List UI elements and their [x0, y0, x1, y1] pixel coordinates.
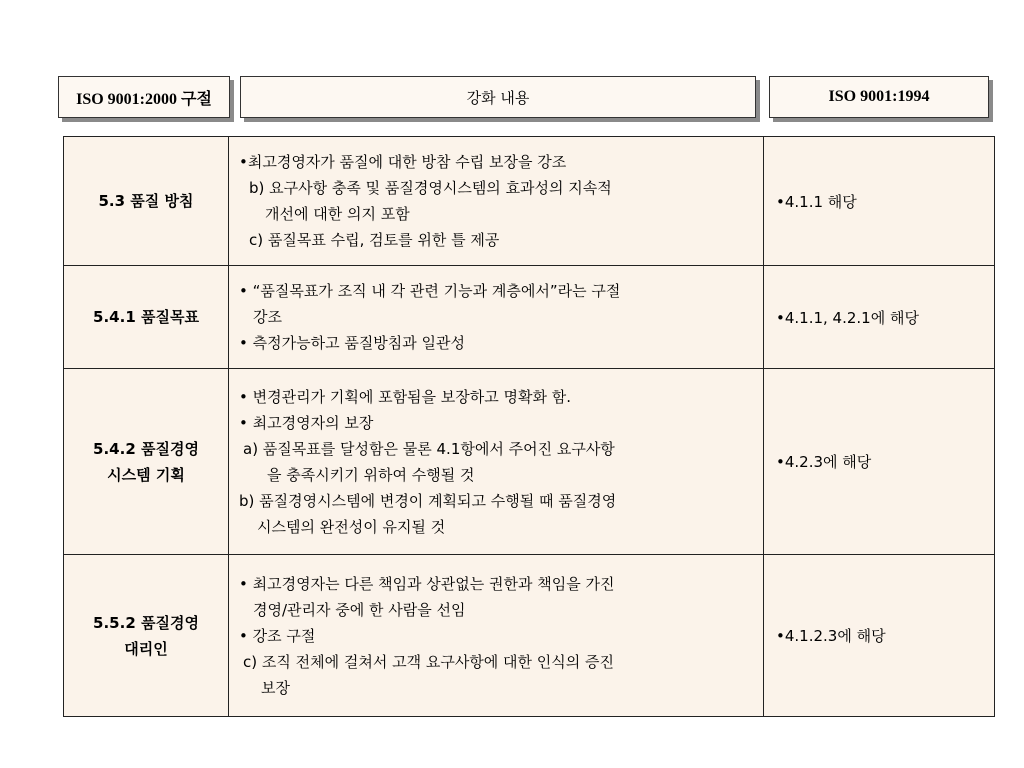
- content-line: •최고경영자가 품질에 대한 방참 수립 보장을 강조: [239, 153, 567, 171]
- section-label: 5.3 품질 방침: [98, 192, 194, 210]
- table-row: [64, 266, 995, 369]
- content-line: 시스템의 완전성이 유지될 것: [257, 517, 446, 536]
- content-line: c) 조직 전체에 걸쳐서 고객 요구사항에 대한 인식의 증진: [243, 652, 615, 671]
- table-row: [64, 137, 995, 266]
- content-line: • 측정가능하고 품질방침과 일관성: [239, 334, 466, 352]
- content-cell: [229, 137, 764, 266]
- content-line: c) 품질목표 수립, 검토를 위한 틀 제공: [249, 231, 500, 249]
- content-line: • 변경관리가 기획에 포함됨을 보장하고 명확화 함.: [239, 387, 572, 406]
- content-line: • “품질목표가 조직 내 각 관련 기능과 계층에서”라는 구절: [239, 282, 621, 300]
- section-label: 5.4.2 품질경영: [93, 439, 199, 458]
- section-label: 시스템 기획: [107, 465, 185, 484]
- content-line: • 강조 구절: [239, 626, 316, 645]
- content-line: 강조: [253, 308, 282, 326]
- comparison-table: [63, 136, 995, 717]
- content-line: b) 요구사항 충족 및 품질경영시스템의 효과성의 지속적: [249, 179, 612, 197]
- reference-cell: [764, 555, 995, 717]
- reference-label: •4.1.1 해당: [776, 192, 857, 211]
- header-iso1994: ISO 9001:1994: [769, 76, 989, 118]
- table-row: [64, 555, 995, 717]
- content-line: 개선에 대한 의지 포함: [265, 205, 410, 223]
- content-cell: [229, 369, 764, 555]
- content-line: b) 품질경영시스템에 변경이 계획되고 수행될 때 품질경영: [239, 491, 617, 510]
- section-label: 대리인: [124, 639, 168, 658]
- content-line: 을 충족시키기 위하여 수행될 것: [267, 465, 475, 484]
- header-iso2000-clause: ISO 9001:2000 구절: [58, 76, 230, 118]
- header-enhancement: 강화 내용: [240, 76, 756, 118]
- section-label: 5.4.1 품질목표: [93, 308, 199, 326]
- content-line: • 최고경영자는 다른 책임과 상관없는 권한과 책임을 가진: [239, 574, 615, 593]
- reference-label: •4.1.2.3에 해당: [776, 627, 886, 645]
- section-cell: [64, 555, 229, 717]
- reference-label: •4.1.1, 4.2.1에 해당: [776, 308, 919, 327]
- content-cell: [229, 266, 764, 369]
- reference-cell: [764, 137, 995, 266]
- content-line: 경영/관리자 중에 한 사람을 선임: [253, 600, 466, 619]
- section-cell: [64, 369, 229, 555]
- reference-cell: [764, 266, 995, 369]
- content-line: a) 품질목표를 달성함은 물론 4.1항에서 주어진 요구사항: [243, 439, 615, 458]
- content-line: 보장: [261, 678, 290, 697]
- reference-label: •4.2.3에 해당: [776, 453, 872, 471]
- table-row: [64, 369, 995, 555]
- section-label: 5.5.2 품질경영: [93, 613, 199, 632]
- section-cell: [64, 266, 229, 369]
- section-cell: [64, 137, 229, 266]
- content-cell: [229, 555, 764, 717]
- content-line: • 최고경영자의 보장: [239, 413, 374, 432]
- reference-cell: [764, 369, 995, 555]
